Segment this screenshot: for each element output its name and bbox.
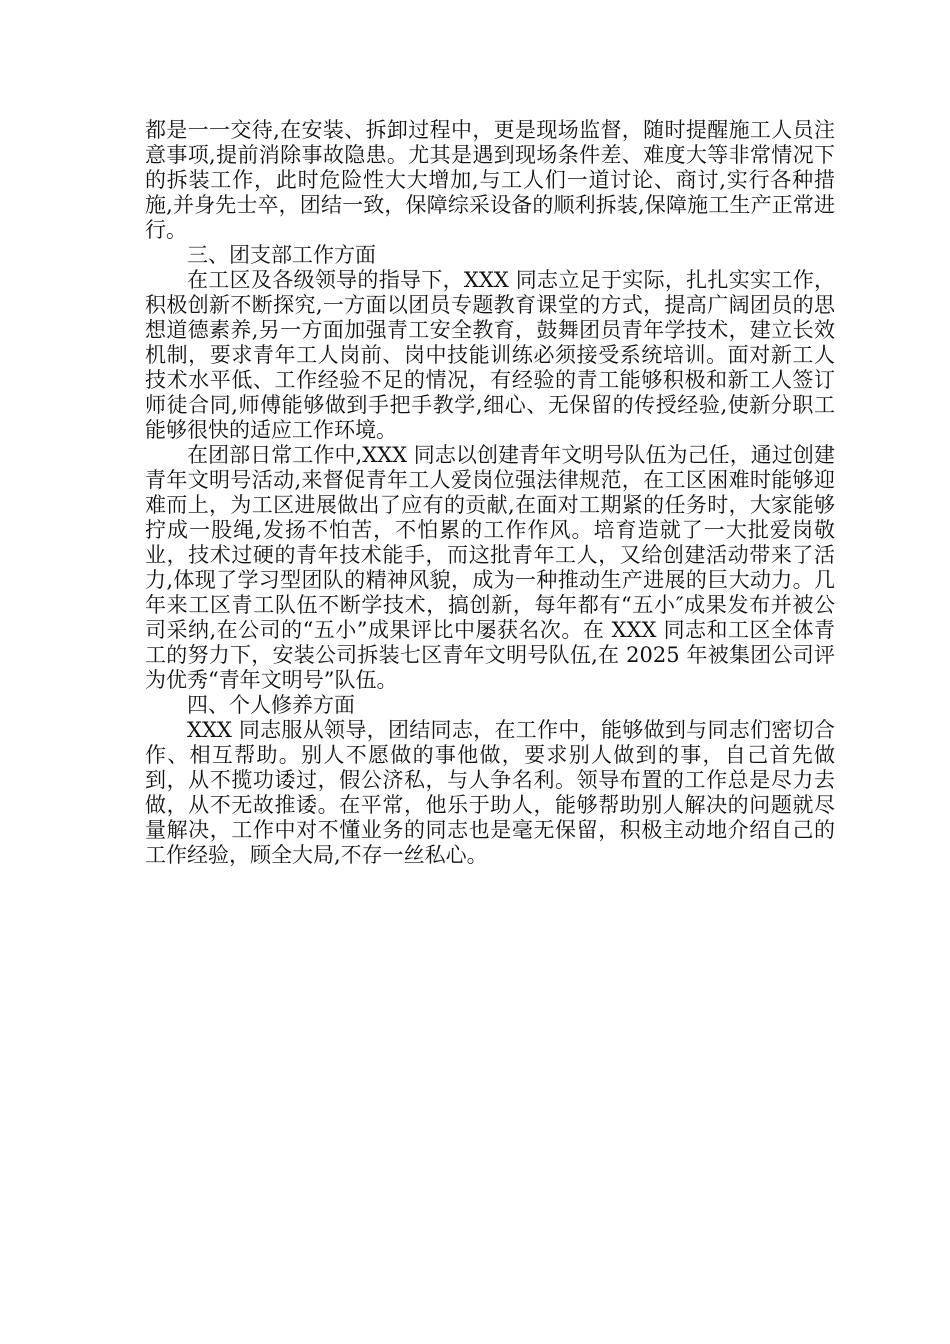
section-heading-4: 四、个人修养方面 [187, 693, 355, 717]
paragraph-daily-work: 在团部日常工作中,XXX 同志以创建青年文明号队伍为己任，通过创建青年文明号活动,来督促青年工人爱岗位强法律规范，在工区困难时能够迎难而上，为工区进展做出了应有的贡献,在面对工期紧的任务时，大家能够拧成一股绳,发扬不怕苦，不怕累的工作作风。培育造就了一大批爱岗敬业，技术过硬的青年技术能手，而这批青年工人，又给创建活动带来了活力,体现了学习型团队的精神风貌，成为一种推动生产进展的巨大动力。几年来工区青工队伍不断学技术，搞创新，每年都有“五小″成果发布并被公司采纳,在公司的“五小”成果评比中屡获名次。在 XXX 同志和工区全体青工的努力下，安装公司拆装七区青年文明号队伍,在 2025 年被集团公司评为优秀“青年文明号”队伍。 [145, 443, 835, 692]
paragraph-personal-cultivation: XXX 同志服从领导，团结同志，在工作中，能够做到与同志们密切合作、相互帮助。别人不愿做的事他做，要求别人做到的事，自己首先做到，从不揽功诿过，假公济私，与人争名利。领导布置的工作总是尽力去做，从不无故推诿。在平常，他乐于助人，能够帮助别人解决的问题就尽量解决，工作中对不懂业务的同志也是毫无保留，积极主动地介绍自己的工作经验，顾全大局,不存一丝私心。 [145, 718, 835, 867]
section-heading-3: 三、团支部工作方面 [187, 243, 376, 267]
paragraph-league-work: 在工区及各级领导的指导下，XXX 同志立足于实际，扎扎实实工作，积极创新不断探究,一方面以团员专题教育课堂的方式，提高广阔团员的思想道德素养,另一方面加强青工安全教育，鼓舞团员青年学技术，建立长效机制，要求青年工人岗前、岗中技能训练必须接受系统培训。面对新工人技术水平低、工作经验不足的情况，有经验的青工能够积极和新工人签订师徒合同,师傅能够做到手把手教学,细心、无保留的传授经验,使新分职工能够很快的适应工作环境。 [145, 268, 835, 442]
document-body [145, 118, 835, 868]
paragraph-continuation: 都是一一交待,在安装、拆卸过程中，更是现场监督，随时提醒施工人员注意事项,提前消除事故隐患。尤其是遇到现场条件差、难度大等非常情况下的拆装工作，此时危险性大大增加,与工人们一道讨论、商讨,实行各种措施,并身先士卒，团结一致，保障综采设备的顺利拆装,保障施工生产正常进行。 [145, 118, 835, 242]
